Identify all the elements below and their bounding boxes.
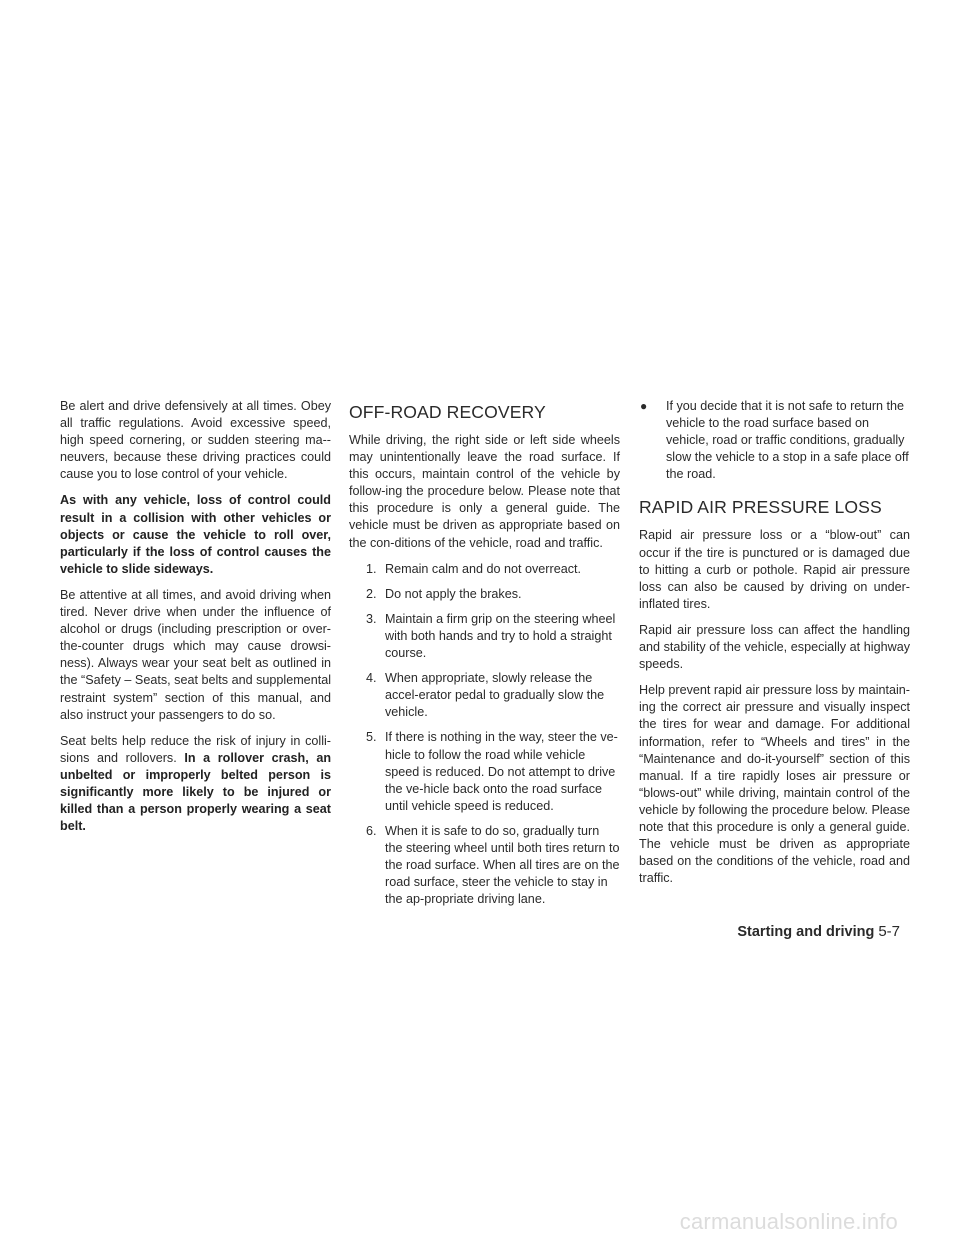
step-number: 4. <box>366 671 377 686</box>
stop-safely-bullet <box>639 398 910 483</box>
page-number: 5-7 <box>878 923 900 940</box>
step-text: When it is safe to do so, gradually turn the steering wheel until both tires return to the road surface. When all tires are on the road surface, steer the vehicle to stay in the ap-propriate driving lane. <box>385 823 620 907</box>
right-column <box>639 398 910 896</box>
watermark: carmanualsonline.info <box>679 1209 898 1234</box>
attentive-driving-paragraph: Be attentive at all times, and avoid driving when tired. Never drive when under the influence of alcohol or drugs (including prescription or over-the-counter drugs which may cause drowsi-ness). Always wear your seat belt as outlined in the “Safety – Seats, seat belts and supplemental restraint system” section of this manual, and also instruct your passengers to do so. <box>60 587 331 722</box>
list-item <box>349 561 620 578</box>
off-road-intro: While driving, the right side or left side wheels may unintentionally leave the road surface. If this occurs, maintain control of the vehicle by follow-ing the procedure below. Please note that this procedure is only a general guide. The vehicle must be driven as appropriate based on the con-ditions of the vehicle, road and traffic. <box>349 433 620 550</box>
step-number: 2. <box>366 586 377 601</box>
step-text: When appropriate, slowly release the accel-erator pedal to gradually slow the vehicle. <box>385 671 605 720</box>
step-number: 5. <box>366 730 377 745</box>
step-number: 1. <box>366 561 377 576</box>
middle-column <box>349 398 620 916</box>
rollover-warning: In a rollover crash, an unbelted or improperly belted person is significantly more likely to be injured or killed than a person properly wearing a seat belt. <box>60 750 332 834</box>
list-item <box>349 611 620 662</box>
loss-of-control-warning: As with any vehicle, loss of control could result in a collision with other vehicles or objects or cause the vehicle to roll over, particularly if the loss of control causes the vehicle to slide sideways. <box>60 493 331 576</box>
seat-belt-text: Seat belts help reduce the risk of injury in colli-sions and rollovers. <box>60 733 331 765</box>
blowout-paragraph: Rapid air pressure loss or a “blow-out” can occur if the tire is punctured or is damaged due to hitting a curb or pothole. Rapid air pressure loss can also be caused by driving on under-inflated tires. <box>639 528 910 611</box>
step-text: Maintain a firm grip on the steering wheel with both hands and try to hold a straight course. <box>385 611 616 661</box>
intro-paragraph: Be alert and drive defensively at all times. Obey all traffic regulations. Avoid excessive speed, high speed cornering, or sudden steering ma-neuvers, because these driving practices could cause you to lose control of your vehicle. <box>60 399 331 482</box>
recovery-steps-list <box>349 561 620 909</box>
step-text: Do not apply the brakes. <box>385 586 522 601</box>
off-road-recovery-heading: OFF-ROAD RECOVERY <box>349 402 546 422</box>
bullet-icon: ● <box>640 399 648 413</box>
section-title: Starting and driving <box>737 924 875 940</box>
rapid-air-pressure-loss-heading: RAPID AIR PRESSURE LOSS <box>639 497 882 518</box>
list-item <box>349 729 620 814</box>
left-column <box>60 398 331 844</box>
step-number: 6. <box>366 823 377 838</box>
list-item <box>349 823 620 908</box>
step-text: If there is nothing in the way, steer the ve-hicle to follow the road while vehicle speed is reduced. Do not attempt to drive the ve-hicle back onto the road surface until vehicle speed is reduced. <box>385 730 618 813</box>
list-item <box>349 670 620 721</box>
page-footer <box>737 923 900 940</box>
bullet-text: If you decide that it is not safe to return the vehicle to the road surface based on vehicle, road or traffic conditions, gradually slow the vehicle to a stop in a safe place off the road. <box>666 399 909 482</box>
seat-belt-paragraph <box>60 733 331 836</box>
prevention-paragraph: Help prevent rapid air pressure loss by maintain-ing the correct air pressure and visually inspect the tires for wear and damage. For additional information, refer to “Wheels and tires” in the “Maintenance and do-it-yourself” section of this manual. If a tire rapidly loses air pressure or “blows-out” while driving, maintain control of the vehicle by following the procedure below. Please note that this procedure is only a general guide. The vehicle must be driven as appropriate based on the conditions of the vehicle, road and traffic. <box>639 683 910 886</box>
list-item <box>349 586 620 603</box>
step-text: Remain calm and do not overreact. <box>385 561 582 576</box>
handling-paragraph: Rapid air pressure loss can affect the handling and stability of the vehicle, especially at highway speeds. <box>639 622 910 672</box>
step-number: 3. <box>366 611 377 626</box>
